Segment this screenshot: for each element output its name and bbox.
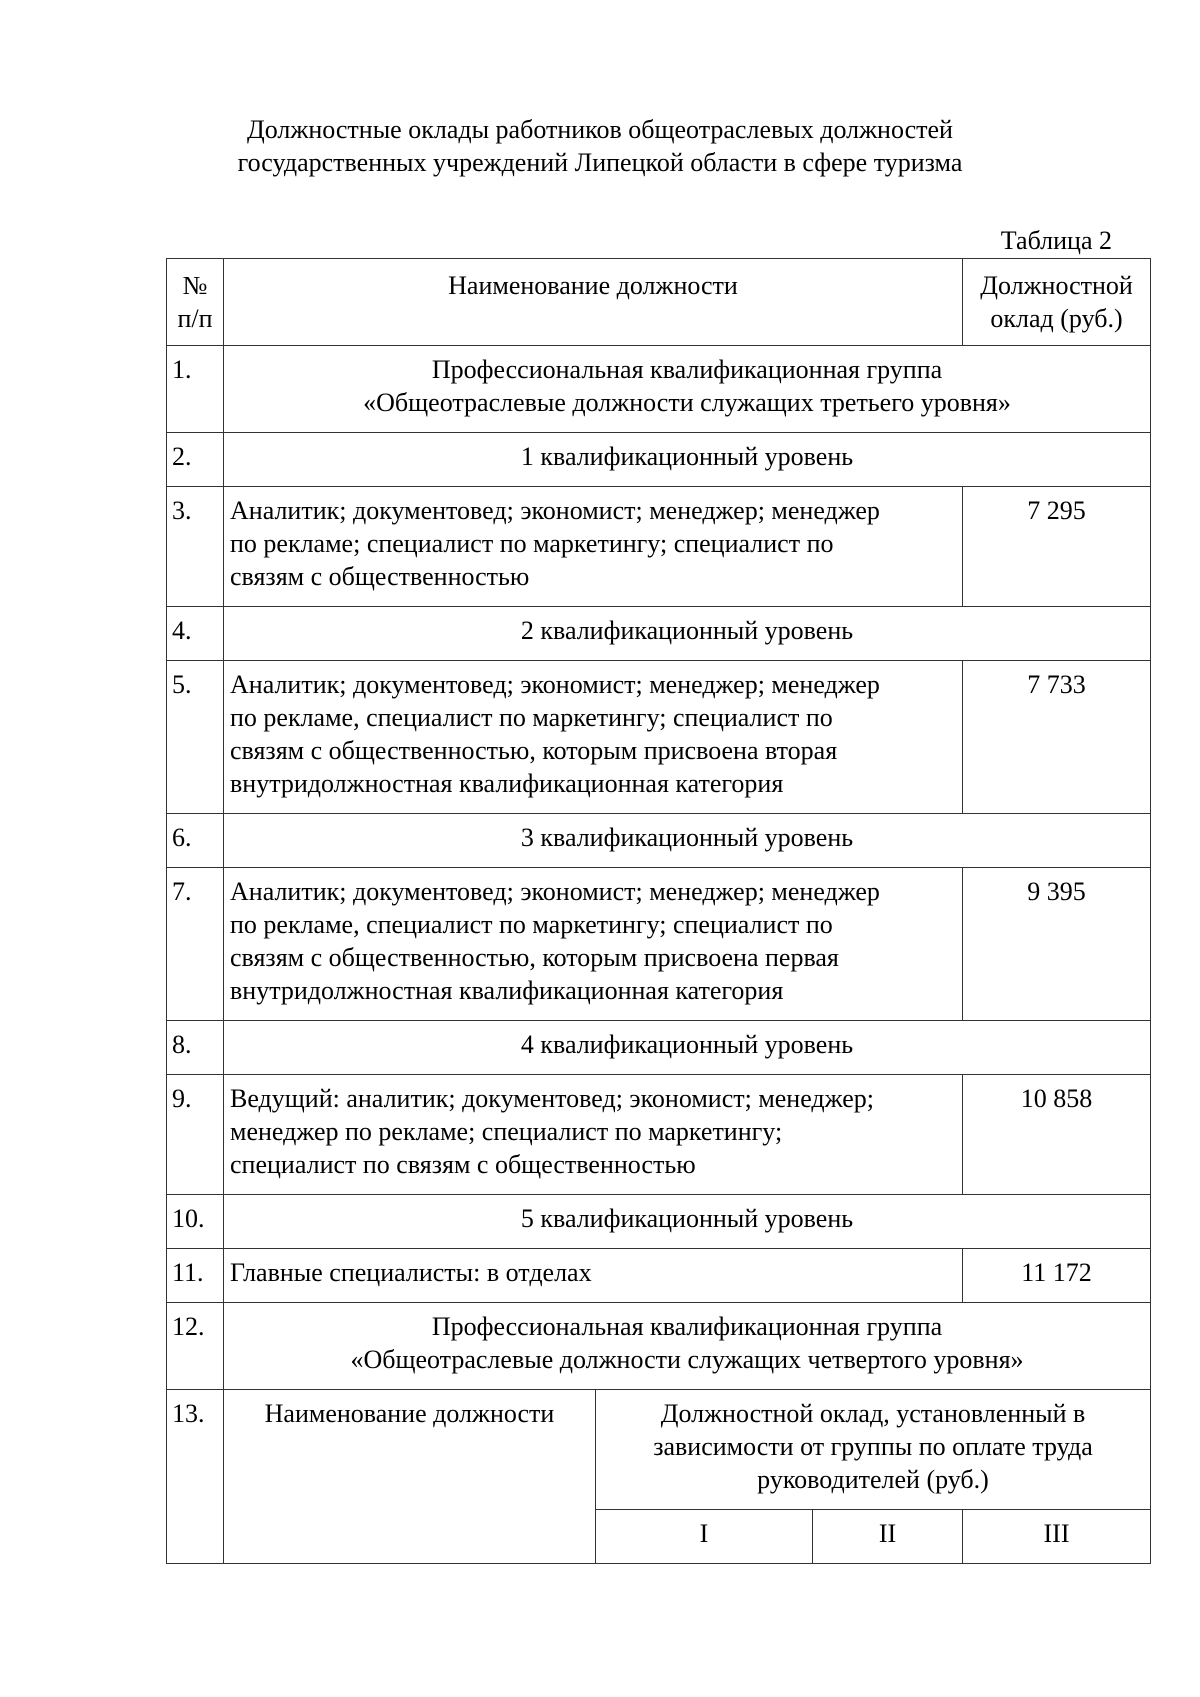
header-num-cell: № п/п [167, 259, 224, 346]
row-num: 4. [167, 607, 224, 661]
salary-cell: 7 295 [963, 487, 1151, 607]
salary-table [166, 258, 1151, 1564]
table-row [167, 1303, 1151, 1390]
row-num: 12. [167, 1303, 224, 1390]
row-num: 8. [167, 1021, 224, 1075]
row-num: 3. [167, 487, 224, 607]
salary-cell: 10 858 [963, 1075, 1151, 1195]
salary-cell: 9 395 [963, 868, 1151, 1021]
table-row [167, 346, 1151, 433]
row-num: 11. [167, 1249, 224, 1303]
row-num: 5. [167, 661, 224, 814]
group-iii-cell: III [963, 1510, 1151, 1564]
group-ii-cell: II [813, 1510, 963, 1564]
header-salary-cell: Должностной оклад (руб.) [963, 259, 1151, 346]
title-line-1: Должностные оклады работников общеотраслевых должностей [247, 115, 953, 144]
row-num: 2. [167, 433, 224, 487]
row-num: 7. [167, 868, 224, 1021]
group-title-cell: Профессиональная квалификационная группа «Общеотраслевые должности служащих третьего уровня» [224, 346, 1151, 433]
salary-cell: 11 172 [963, 1249, 1151, 1303]
level-title-cell: 4 квалификационный уровень [224, 1021, 1151, 1075]
table-row [167, 1195, 1151, 1249]
table-row [167, 814, 1151, 868]
table-row [167, 1390, 1151, 1510]
position-name-cell: Аналитик; документовед; экономист; менеджер; менеджер по рекламе; специалист по маркетингу; специалист по связям с общественностью [224, 487, 963, 607]
table-row [167, 1249, 1151, 1303]
row-num: 6. [167, 814, 224, 868]
subheader-salary-cell: Должностной оклад, установленный в зависимости от группы по оплате труда руководителей (руб.) [596, 1390, 1151, 1510]
position-name-cell: Аналитик; документовед; экономист; менеджер; менеджер по рекламе, специалист по маркетингу; специалист по связям с общественностью, которым присвоена вторая внутридолжностная квалификационная категория [224, 661, 963, 814]
level-title-cell: 5 квалификационный уровень [224, 1195, 1151, 1249]
row-num: 1. [167, 346, 224, 433]
row-num: 9. [167, 1075, 224, 1195]
table-row [167, 487, 1151, 607]
table-header-row [167, 259, 1151, 346]
table-row [167, 661, 1151, 814]
salary-cell: 7 733 [963, 661, 1151, 814]
document-title [0, 113, 1200, 179]
table-row [167, 868, 1151, 1021]
group-i-cell: I [596, 1510, 813, 1564]
table-label: Таблица 2 [1000, 226, 1112, 255]
level-title-cell: 1 квалификационный уровень [224, 433, 1151, 487]
title-line-2: государственных учреждений Липецкой области в сфере туризма [237, 148, 963, 177]
position-name-cell: Ведущий: аналитик; документовед; экономист; менеджер; менеджер по рекламе; специалист по маркетингу; специалист по связям с общественностью [224, 1075, 963, 1195]
level-title-cell: 2 квалификационный уровень [224, 607, 1151, 661]
subheader-name-cell: Наименование должности [224, 1390, 596, 1564]
header-name-cell: Наименование должности [224, 259, 963, 346]
table-row [167, 433, 1151, 487]
position-name-cell: Аналитик; документовед; экономист; менеджер; менеджер по рекламе, специалист по маркетингу; специалист по связям с общественностью, которым присвоена первая внутридолжностная квалификационная категория [224, 868, 963, 1021]
row-num: 13. [167, 1390, 224, 1564]
row-num: 10. [167, 1195, 224, 1249]
group-title-cell: Профессиональная квалификационная группа «Общеотраслевые должности служащих четвертого уровня» [224, 1303, 1151, 1390]
table-row [167, 1075, 1151, 1195]
position-name-cell: Главные специалисты: в отделах [224, 1249, 963, 1303]
table-row [167, 1021, 1151, 1075]
level-title-cell: 3 квалификационный уровень [224, 814, 1151, 868]
table-row [167, 607, 1151, 661]
